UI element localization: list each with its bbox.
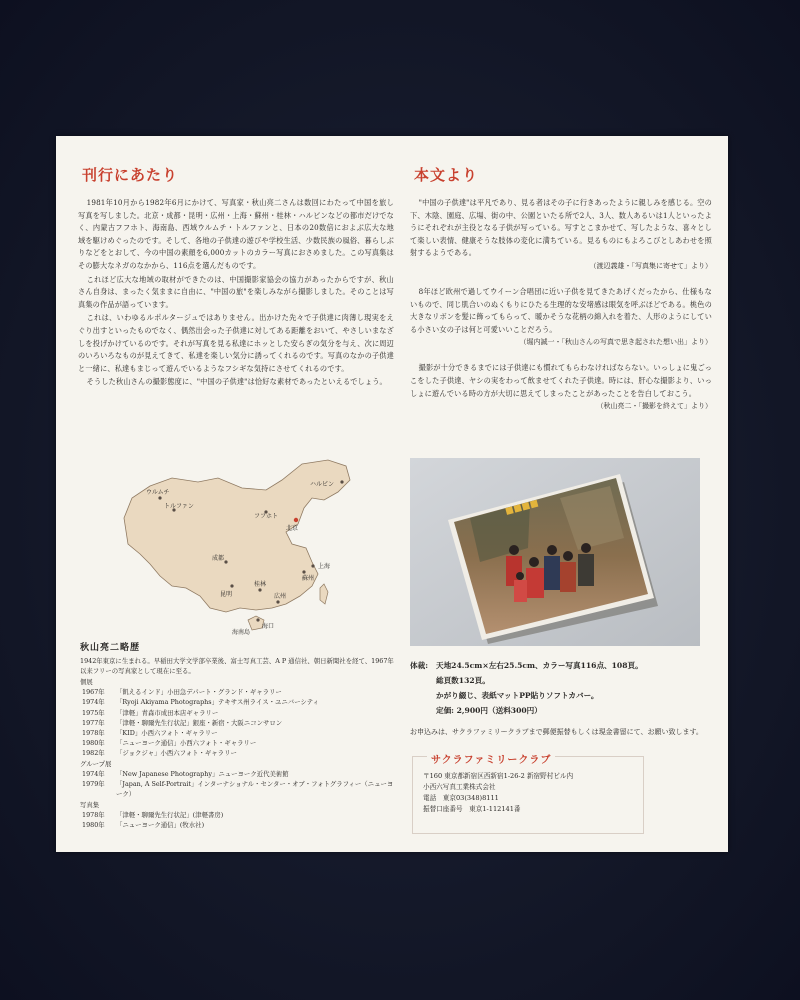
bio-title: 秋山亮二略歴 bbox=[80, 643, 141, 653]
bio-entry bbox=[80, 748, 396, 758]
bio-year: 1975年 bbox=[82, 708, 105, 717]
spec-row bbox=[410, 658, 720, 673]
bio-text: 「ジョクジャ」小西六フォト・ギャラリー bbox=[116, 749, 237, 758]
map-label-kunming: 昆明 bbox=[220, 591, 233, 598]
map-label-suzhou: 蘇州 bbox=[302, 575, 315, 582]
intro-column bbox=[78, 164, 394, 389]
club-line: 〒160 東京都新宿区西新宿1-26-2 新宿野村ビル内 bbox=[423, 772, 574, 780]
book-specs bbox=[410, 658, 720, 744]
city-marker bbox=[311, 564, 314, 567]
map-label-turpan: トルファン bbox=[164, 503, 194, 510]
city-marker bbox=[224, 560, 227, 563]
bio-entry bbox=[80, 769, 396, 779]
city-marker bbox=[340, 480, 343, 483]
bio-text: 「津軽・聊爾先生行状記」銀座・新宿・大阪ニコンサロン bbox=[116, 718, 283, 727]
bio-year: 1980年 bbox=[82, 739, 105, 748]
map-label-guangzhou: 広州 bbox=[274, 593, 287, 600]
map-label-urumqi: ウルムチ bbox=[146, 489, 170, 496]
city-marker bbox=[258, 588, 261, 591]
club-contact-box bbox=[412, 756, 644, 834]
bio-entry bbox=[80, 728, 396, 738]
intro-paragraph: これほど広大な地域の取材ができたのは、中国撮影家協会の協力があったからですが、秋山さん自身は、まったく気ままに自由に、"中国の旅"を楽しみながら撮影しました。そのことは写真集の作品が語っています。 bbox=[78, 274, 394, 309]
bio-year: 1977年 bbox=[82, 718, 105, 727]
spec-price: 定価: 2,900円（送料300円） bbox=[436, 706, 542, 715]
intro-paragraph: これは、いわゆるルポルタージュではありません。出かけた先々で子供達に肉薄し現実をえぐり出すといったものでなく、偶然出会った子供達に対してある距離をおいて、やさしいまなざしを投げかけているのです。それが写真を見る私達にホッとした安らぎの気分を与え、次に周辺のいろいろなものが見えてきて、私達を楽しい気分に誘ってくれるのです。写真のなかの子供達と一緒に、私達もまじって遊んでいるようなフシギな気持にさせてくれるのです。 bbox=[78, 313, 394, 373]
club-title: サクラファミリークラブ bbox=[427, 751, 555, 766]
city-marker bbox=[230, 584, 233, 587]
capital-marker bbox=[294, 518, 298, 522]
excerpts-heading: 本文より bbox=[414, 166, 479, 184]
spec-pages: 総頁数132頁。 bbox=[436, 676, 490, 685]
bio-group-label: グループ展 bbox=[80, 759, 112, 768]
svg-text:■■■■: ■■■■ bbox=[504, 498, 540, 517]
bio-text: 「Japan, A Self-Portrait」インターナショナル・センター・オブ・フォトグラフィー（ニューヨーク） bbox=[116, 780, 394, 799]
brochure-sheet bbox=[56, 136, 728, 852]
excerpt-text: 8年ほど欧州で過してウイーン合唱団に近い子供を見てきたあげくだったから、仕様もないもので、同じ肌合いのぬくもりにひたる生理的な安堵感は眼気を呼ぶほどである。桃色の大きなリボンを髪に飾ってもらって、暖かそうな花柄の綿入れを着た、人形のようにしている小さい女の子は何と可愛いいことだろう。 bbox=[410, 286, 712, 334]
china-map bbox=[106, 458, 376, 636]
map-label-beijing: 北京 bbox=[286, 525, 299, 532]
map-label-haikou: 海口 bbox=[262, 623, 275, 630]
bio-text: 「ニューヨーク通信」小西六フォト・ギャラリー bbox=[116, 739, 257, 748]
bio-year: 1978年 bbox=[82, 811, 105, 820]
bio-entry bbox=[80, 708, 396, 718]
bio-entry bbox=[80, 718, 396, 728]
spec-row bbox=[410, 673, 720, 688]
bio-entry bbox=[80, 687, 396, 697]
city-marker bbox=[276, 600, 279, 603]
bio-year: 1974年 bbox=[82, 698, 105, 707]
order-note: お申込みは、サクラファミリークラブまで郵便振替もしくは現金書留にて、お願い致します。 bbox=[410, 728, 703, 736]
bio-books-label: 写真集 bbox=[80, 800, 100, 809]
map-label-hohhot: フフホト bbox=[254, 513, 279, 520]
bio-entry bbox=[80, 697, 396, 707]
taiwan-island bbox=[320, 584, 328, 604]
intro-heading: 刊行にあたり bbox=[82, 166, 179, 184]
bio-year: 1980年 bbox=[82, 821, 105, 830]
bio-entry bbox=[80, 738, 396, 748]
bio-text: 「津軽・聊爾先生行状記」(津軽書房) bbox=[116, 811, 224, 820]
bio-text: 「津軽」青森市成田本店ギャラリー bbox=[116, 708, 219, 717]
bio-section bbox=[80, 640, 396, 830]
bio-text: 「New Japanese Photography」ニューヨーク近代美術館 bbox=[116, 770, 289, 779]
city-marker bbox=[302, 570, 305, 573]
bio-entry bbox=[80, 779, 396, 799]
spec-row bbox=[410, 688, 720, 703]
map-label-harbin: ハルビン bbox=[310, 481, 335, 488]
spec-size: 天地24.5cm×左右25.5cm、カラー写真116点、108頁。 bbox=[436, 661, 643, 670]
excerpts-column bbox=[410, 164, 712, 426]
bio-solo-label: 個展 bbox=[80, 677, 93, 686]
excerpt-text: "中国の子供達"は平凡であり、見る者はその子に行きあったように親しみを感じる。空の下、木陰、園庭、広場、街の中、公園といたる所で2人、3人、数人あるいは1人といったようにそれぞれが主役となる子供が写っている。写すとこまかせて、写したような、喜々として楽しい表情、健康そうな肢体の変化に満ちている。見るものにもよろこびとしあわせを照射するようである。 bbox=[410, 198, 712, 258]
map-label-hainan: 海南島 bbox=[232, 629, 251, 636]
club-line: 小西六写真工業株式会社 bbox=[423, 783, 496, 791]
bio-text: 「飢えるインド」小田急デパート・グランド・ギャラリー bbox=[116, 688, 282, 697]
map-label-guilin: 桂林 bbox=[254, 581, 267, 588]
book-photo bbox=[410, 458, 700, 646]
intro-paragraph: そうした秋山さんの撮影態度に、"中国の子供達"は恰好な素材であったといえるでしょう。 bbox=[86, 377, 387, 387]
bio-year: 1967年 bbox=[82, 688, 105, 697]
bio-entry bbox=[80, 820, 396, 830]
bio-entry bbox=[80, 810, 396, 820]
bio-year: 1982年 bbox=[82, 749, 105, 758]
bio-text: 「KID」小西六フォト・ギャラリー bbox=[116, 729, 218, 738]
city-marker bbox=[256, 618, 259, 621]
excerpt-attribution: （秋山亮二・「撮影を終えて」より） bbox=[596, 402, 712, 411]
club-line: 電話 東京03(348)8111 bbox=[423, 794, 499, 802]
club-line: 振替口座番号 東京1-112141番 bbox=[423, 805, 521, 813]
bio-year: 1978年 bbox=[82, 729, 105, 738]
bio-text: 「ニューヨーク通信」(牧水社) bbox=[116, 821, 205, 830]
excerpt-attribution: （堀内誠一・「秋山さんの写真で思き起された想い出」より） bbox=[519, 338, 712, 347]
map-label-shanghai: 上海 bbox=[318, 563, 331, 570]
spec-label: 体裁: bbox=[410, 661, 428, 670]
intro-paragraph: 1981年10月から1982年6月にかけて、写真家・秋山亮二さんは数回にわたって中国を旅し写真を写しました。北京・成都・昆明・広州・上海・蘇州・桂林・ハルビンなどの都市だけでなく、内蒙古フフホト、海南島、西域ウルムチ・トルファンと、日本の20数倍におよぶ広大な地域を駆けめぐったのです。そして、各地の子供達の遊びや学校生活、少数民族の風俗、暮らしぶりなどをとおして、今の中国の素顔を6,000カットのカラー写真におさめました。この写真集はその膨大なネガのなかから、116点を選んだものです。 bbox=[78, 198, 394, 270]
excerpt-text: 撮影が十分できるまでには子供達にも慣れてもらわなければならない。いっしょに鬼ごっこをした子供達、ヤシの実をわって飲ませてくれた子供達。時には、肝心な撮影より、いっしょに遊んでいる時の方が大切に思えてしまったことがあったことを告白しておこう。 bbox=[410, 363, 712, 398]
bio-year: 1974年 bbox=[82, 770, 105, 779]
city-marker bbox=[158, 496, 161, 499]
map-label-chengdu: 成都 bbox=[212, 555, 225, 562]
bio-intro: 1942年東京に生まれる。早稲田大学文学部卒業後、富士写真工芸、A P 通信社、朝日新聞社を経て、1967年以来フリーの写真家として現在に至る。 bbox=[80, 657, 394, 676]
excerpt-attribution: （渡辺義雄・「写真集に寄せて」より） bbox=[589, 261, 712, 270]
spec-binding: かがり綴じ、表紙マットPP貼りソフトカバー。 bbox=[436, 691, 599, 700]
bio-text: 「Ryoji Akiyama Photographs」テキサス州ライス・ユニバーシティ bbox=[116, 698, 320, 707]
club-address bbox=[423, 771, 637, 815]
bio-year: 1979年 bbox=[82, 780, 105, 789]
spec-row bbox=[410, 703, 720, 718]
book-cover-image bbox=[410, 458, 700, 646]
